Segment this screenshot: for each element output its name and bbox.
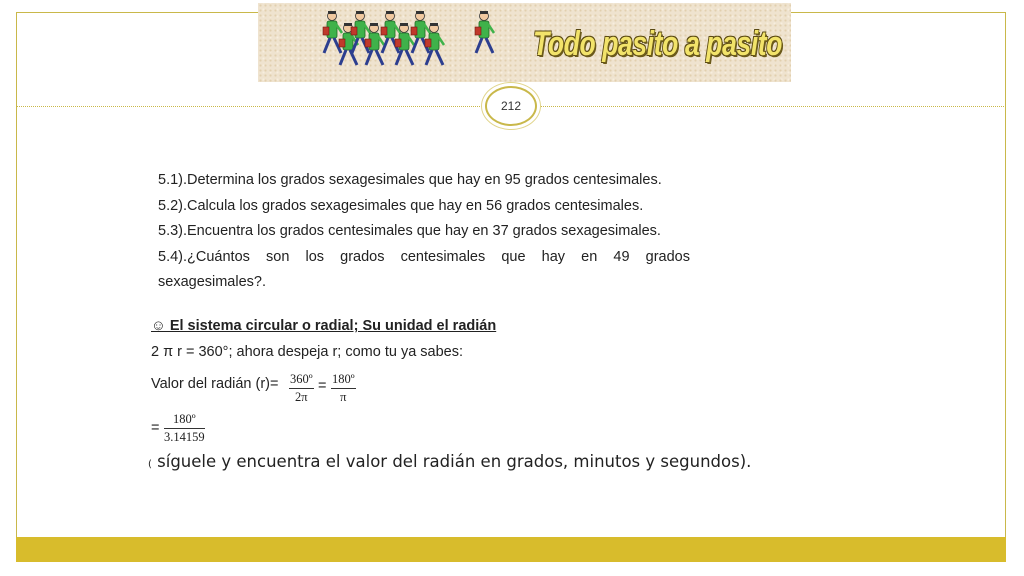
section-title: ☺ El sistema circular o radial; Su unidad el radián [151,318,497,334]
fraction-180-over-3-14159 [164,412,205,445]
exercise-text: Encuentra los grados centesimales que hay en 37 grados sexagesimales. [187,223,661,239]
equals-sign: = [151,420,160,436]
exercise-5-1 [158,168,690,194]
fraction-numerator: 180º [164,412,205,429]
exercise-text: Calcula los grados sexagesimales que hay en 56 grados centesimales. [187,197,644,214]
page-number: 212 [500,99,522,113]
exercise-list [158,168,690,296]
circumference-equation: 2 π r = 360°; ahora despeja r; como tu ya sabes: [151,344,464,360]
banner-title: Todo pasito a pasito [533,25,783,63]
page-number-badge [485,86,537,126]
exercise-id: 5.4). [158,248,188,265]
equals-sign: = [318,378,327,394]
exercise-5-2 [158,194,690,220]
fraction-denominator: π [340,390,347,404]
exercise-text: Determina los grados sexagesimales que hay en 95 grados centesimales. [187,172,662,188]
exercise-5-3 [158,219,690,245]
instruction-text [148,452,751,471]
header-banner [258,3,791,82]
footer-bar [16,537,1006,562]
exercise-id: 5.3). [158,223,188,239]
exercise-5-4-continued [158,270,690,296]
fraction-numerator: 360º [289,372,314,389]
fraction-denominator: 3.14159 [164,430,205,444]
fraction-numerator: 180º [331,372,356,389]
radian-value-label: Valor del radián (r)= [151,376,279,392]
exercise-text: sexagesimales?. [158,274,266,290]
walking-figure [475,11,494,53]
exercise-id: 5.1). [158,172,188,188]
fraction-180-over-pi [331,372,356,405]
exercise-text: ¿Cuántos son los grados centesimales que hay en 49 grados [187,248,690,265]
fraction-360-over-2pi [289,372,314,405]
instruction-body: síguele y encuentra el valor del radián en grados, minutos y segundos). [151,452,752,471]
open-paren: ( [148,459,152,470]
exercise-5-4 [158,245,690,271]
exercise-id: 5.2). [158,197,188,214]
fraction-denominator: 2π [295,390,308,404]
